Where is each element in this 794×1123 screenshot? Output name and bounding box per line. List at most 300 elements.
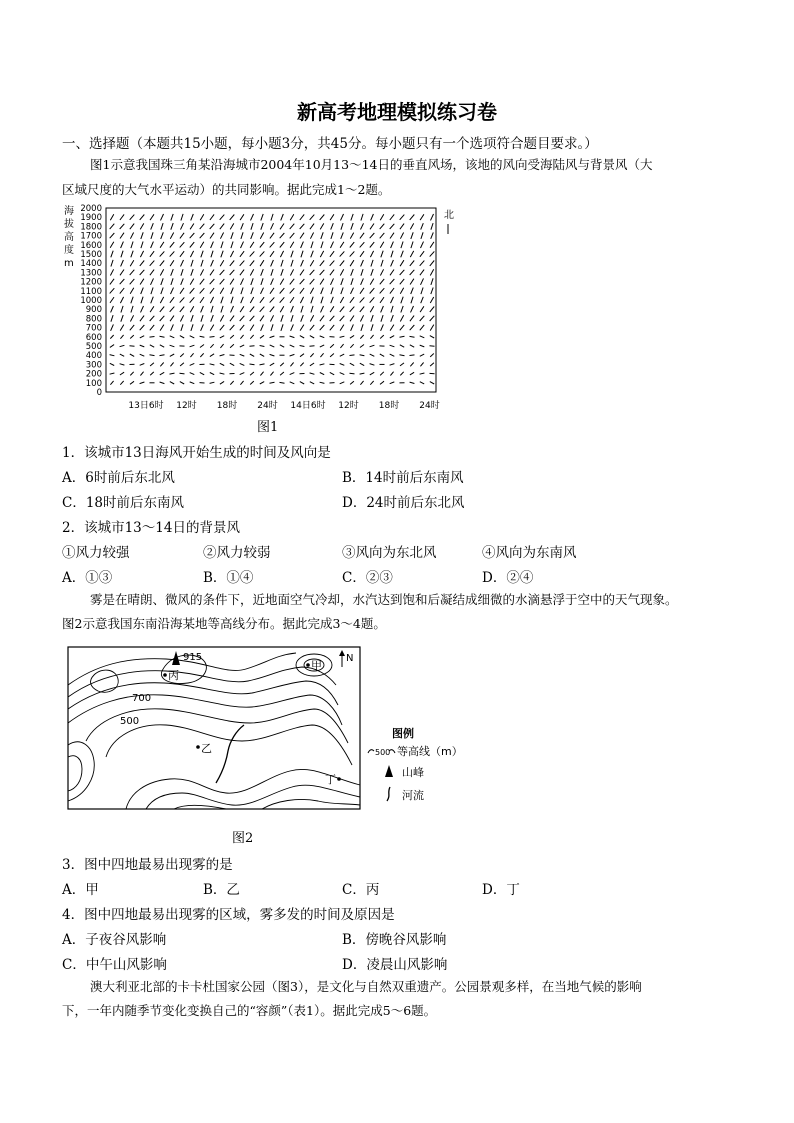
- wind-vector: [151, 223, 154, 229]
- wind-vector: [180, 373, 185, 374]
- wind-vector: [340, 261, 344, 266]
- wind-vector: [170, 373, 175, 374]
- wind-vector: [331, 232, 333, 239]
- wind-vector: [270, 345, 275, 347]
- wind-vector: [340, 307, 344, 312]
- point-yi-dot: [196, 745, 200, 749]
- wind-vector: [270, 382, 275, 383]
- wind-vector: [380, 269, 383, 275]
- wind-vector: [390, 279, 395, 284]
- wind-vector: [250, 242, 254, 248]
- wind-vector: [230, 279, 234, 285]
- wind-vector: [270, 363, 274, 366]
- wind-vector: [270, 315, 273, 321]
- wind-vector: [310, 270, 315, 275]
- wind-vector: [210, 279, 215, 284]
- wind-vector: [430, 316, 435, 321]
- wind-vector: [370, 354, 375, 356]
- wind-vector: [270, 307, 274, 312]
- wind-vector: [241, 232, 243, 239]
- wind-vector: [360, 373, 365, 374]
- wind-vector: [421, 242, 424, 248]
- wind-vector: [390, 354, 395, 356]
- wind-vector: [210, 382, 215, 383]
- wind-vector: [260, 354, 264, 356]
- wind-vector: [170, 233, 173, 239]
- wind-vector: [400, 224, 404, 230]
- wind-vector: [300, 354, 304, 357]
- wind-vector: [391, 242, 394, 248]
- wind-vector: [180, 382, 184, 384]
- wind-vector: [141, 242, 143, 249]
- wind-vector: [250, 297, 253, 303]
- q2-option-c[interactable]: C．②③: [342, 570, 393, 586]
- wind-vector: [330, 354, 334, 357]
- wind-vector: [160, 336, 165, 337]
- wind-vector: [390, 270, 394, 276]
- wind-vector: [361, 324, 363, 331]
- wind-vector: [150, 372, 154, 375]
- q1-option-b[interactable]: B．14时前后东南风: [342, 470, 464, 486]
- wind-vector: [160, 345, 164, 347]
- wind-vector: [391, 315, 394, 322]
- wind-vector: [321, 232, 323, 239]
- wind-vector: [190, 336, 195, 338]
- wind-vector: [251, 223, 253, 230]
- wind-vector: [170, 307, 175, 312]
- y-tick-label: 0: [96, 388, 102, 398]
- wind-vector: [320, 336, 325, 338]
- wind-vector: [250, 372, 254, 375]
- wind-vector: [391, 251, 393, 258]
- wind-vector: [120, 214, 124, 220]
- wind-vector: [290, 354, 295, 356]
- wind-vector: [370, 364, 375, 366]
- wind-vector: [421, 278, 424, 284]
- wind-vector: [390, 382, 395, 384]
- wind-vector: [220, 344, 223, 348]
- wind-vector: [340, 316, 345, 321]
- wind-vector: [430, 336, 434, 338]
- wind-vector: [250, 316, 255, 321]
- wind-vector: [430, 269, 433, 275]
- wind-vector: [410, 325, 415, 330]
- wind-vector: [211, 242, 214, 248]
- wind-vector: [190, 353, 193, 357]
- q3-option-d[interactable]: D．丁: [482, 882, 520, 898]
- wind-vector: [131, 297, 133, 304]
- wind-vector: [110, 335, 113, 339]
- peak-elevation: 915: [183, 652, 203, 663]
- wind-vector: [330, 372, 334, 374]
- wind-vector: [291, 260, 293, 267]
- x-tick-label: 24时: [257, 401, 278, 411]
- wind-vector: [410, 270, 415, 275]
- wind-vector: [201, 251, 203, 258]
- wind-vector: [250, 307, 254, 312]
- wind-vector: [340, 297, 343, 303]
- wind-vector: [290, 224, 295, 229]
- wind-vector: [110, 269, 113, 275]
- wind-vector: [200, 224, 205, 229]
- wind-vector: [170, 345, 175, 347]
- wind-vector: [240, 306, 244, 312]
- wind-vector: [130, 288, 134, 294]
- wind-vector: [181, 214, 183, 221]
- wind-vector: [430, 242, 434, 248]
- q3-option-c[interactable]: C．丙: [342, 882, 380, 898]
- wind-vector: [170, 251, 175, 256]
- q2-option-b[interactable]: B．①④: [203, 570, 254, 586]
- x-tick-label: 18时: [216, 401, 238, 411]
- q2-option-d[interactable]: D．②④: [482, 570, 534, 586]
- wind-vector: [241, 288, 243, 295]
- wind-vector: [361, 214, 363, 221]
- wind-vector: [300, 297, 303, 303]
- wind-vector: [121, 242, 124, 248]
- point-jia-label: 甲: [311, 659, 322, 672]
- wind-vector: [400, 279, 404, 284]
- wind-vector: [220, 279, 225, 284]
- figure-1-caption: 图1: [257, 420, 279, 435]
- q1-option-c[interactable]: C．18时前后东南风: [62, 495, 185, 511]
- wind-vector: [330, 270, 334, 276]
- wind-vector: [170, 297, 174, 303]
- wind-vector: [131, 306, 133, 313]
- north-label: 北: [444, 210, 454, 221]
- point-ding-label: 丁: [325, 773, 336, 786]
- wind-vector: [191, 260, 193, 267]
- wind-vector: [331, 278, 334, 284]
- wind-vector: [220, 270, 225, 275]
- q4-option-d[interactable]: D．凌晨山风影响: [342, 957, 448, 973]
- wind-vector: [320, 325, 325, 330]
- wind-vector: [190, 297, 195, 302]
- q2-statement-2: ②风力较弱: [203, 545, 271, 561]
- wind-vector: [260, 372, 263, 376]
- wind-vector: [180, 315, 183, 321]
- wind-vector: [280, 288, 285, 293]
- wind-vector: [310, 315, 313, 321]
- wind-vector: [110, 355, 115, 356]
- legend-peak-label: 山峰: [402, 766, 424, 779]
- wind-vector: [400, 355, 405, 356]
- wind-vector: [210, 337, 215, 338]
- wind-vector: [181, 278, 184, 284]
- wind-vector: [210, 297, 213, 303]
- wind-vector: [431, 232, 434, 238]
- x-tick-label: 14日6时: [290, 401, 326, 411]
- wind-vector: [320, 215, 325, 220]
- wind-vector: [120, 279, 125, 284]
- wind-vector: [211, 306, 213, 313]
- wind-vector: [110, 297, 114, 303]
- wind-vector: [131, 251, 133, 258]
- wind-vector: [380, 297, 384, 303]
- wind-vector: [351, 214, 353, 221]
- q1-option-a[interactable]: A．6时前后东北风: [62, 470, 175, 486]
- wind-vector: [320, 373, 324, 375]
- wind-vector: [260, 316, 264, 322]
- wind-vector: [260, 364, 265, 365]
- wind-vector: [340, 325, 344, 331]
- q3-option-b[interactable]: B．乙: [203, 882, 240, 898]
- wind-vector: [390, 364, 395, 366]
- wind-vector: [290, 373, 295, 375]
- wind-vector: [240, 345, 244, 347]
- wind-vector: [231, 242, 233, 249]
- wind-vector: [411, 232, 413, 239]
- wind-vector: [240, 354, 245, 356]
- wind-vector: [130, 325, 134, 330]
- y-tick-label: 500: [85, 342, 102, 352]
- wind-vector: [130, 224, 134, 230]
- wind-vector: [280, 279, 284, 285]
- wind-vector: [431, 288, 433, 295]
- wind-vector: [251, 288, 253, 295]
- wind-vector: [360, 288, 364, 294]
- wind-vector: [121, 315, 123, 322]
- q4-option-c[interactable]: C．中午山风影响: [62, 957, 167, 973]
- wind-vector: [410, 279, 414, 285]
- wind-vector: [110, 214, 114, 220]
- wind-vector: [310, 382, 314, 384]
- wind-vector: [121, 260, 124, 266]
- wind-vector: [211, 260, 214, 266]
- wind-vector: [421, 297, 424, 303]
- y-tick-label: 1300: [80, 268, 102, 279]
- legend-contour-icon: [368, 750, 374, 753]
- wind-vector: [320, 353, 323, 357]
- wind-vector: [271, 324, 273, 331]
- figure-1-wind-field: [60, 202, 460, 414]
- wind-vector: [171, 288, 174, 294]
- wind-vector: [150, 355, 155, 356]
- wind-vector: [290, 288, 295, 293]
- wind-vector: [360, 363, 364, 365]
- wind-vector: [321, 297, 323, 304]
- wind-vector: [200, 297, 204, 303]
- wind-vector: [331, 223, 334, 229]
- wind-vector: [260, 242, 264, 247]
- wind-vector: [381, 306, 384, 312]
- wind-vector: [401, 297, 403, 304]
- wind-vector: [310, 288, 313, 294]
- wind-vector: [401, 251, 404, 258]
- wind-vector: [171, 223, 173, 230]
- wind-vector: [360, 233, 364, 239]
- wind-vector: [420, 261, 425, 266]
- wind-vector: [220, 325, 224, 330]
- wind-vector: [141, 297, 143, 304]
- wind-vector: [320, 251, 323, 257]
- wind-vector: [210, 364, 215, 365]
- wind-vector: [290, 363, 293, 367]
- q4-option-b[interactable]: B．傍晚谷风影响: [342, 932, 447, 948]
- q1-option-d[interactable]: D．24时前后东北风: [342, 495, 465, 511]
- wind-vector: [260, 251, 265, 256]
- wind-vector: [300, 336, 304, 338]
- wind-vector: [280, 251, 283, 257]
- wind-vector: [140, 345, 145, 347]
- wind-vector: [250, 364, 255, 365]
- wind-vector: [360, 355, 365, 356]
- wind-vector: [201, 306, 204, 312]
- wind-vector: [170, 382, 174, 384]
- wind-vector: [410, 355, 415, 356]
- wind-vector: [370, 233, 375, 238]
- wind-vector: [290, 214, 294, 220]
- wind-vector: [190, 233, 195, 238]
- wind-vector: [430, 325, 434, 331]
- wind-vector: [351, 269, 354, 276]
- wind-vector: [271, 260, 274, 266]
- wind-vector: [210, 288, 214, 294]
- wind-vector: [291, 251, 293, 258]
- wind-vector: [280, 382, 285, 383]
- wind-vector: [340, 251, 345, 256]
- wind-vector: [340, 242, 344, 248]
- wind-vector: [151, 278, 154, 284]
- wind-vector: [351, 278, 353, 285]
- wind-vector: [280, 372, 284, 375]
- wind-vector: [220, 215, 225, 220]
- wind-vector: [350, 251, 355, 256]
- y-tick-label: 1200: [80, 277, 102, 288]
- y-axis-label-char: 度: [64, 245, 74, 256]
- wind-vector: [221, 306, 223, 313]
- section-heading: 一、选择题（本题共15小题，每小题3分，共45分。每小题只有一个选项符合题目要求。）: [62, 136, 598, 152]
- wind-vector: [190, 363, 195, 365]
- wind-vector: [270, 336, 275, 338]
- wind-vector: [130, 315, 133, 321]
- wind-vector: [160, 297, 163, 303]
- wind-vector: [250, 354, 254, 356]
- wind-vector: [421, 223, 424, 229]
- point-yi-label: 乙: [201, 742, 212, 755]
- wind-vector: [340, 382, 345, 384]
- wind-vector: [370, 242, 374, 247]
- wind-vector: [380, 279, 384, 284]
- point-ding-dot: [337, 777, 341, 781]
- wind-vector: [350, 297, 354, 303]
- legend-river-icon: [387, 787, 390, 801]
- wind-vector: [270, 297, 275, 302]
- wind-vector: [220, 233, 223, 239]
- wind-vector: [360, 315, 363, 321]
- wind-vector: [210, 214, 214, 220]
- x-tick-label: 12时: [176, 401, 197, 411]
- wind-vector: [200, 345, 204, 348]
- wind-vector: [360, 381, 363, 385]
- wind-vector: [340, 373, 345, 375]
- q1-stem: 1．该城市13日海风开始生成的时间及风向是: [62, 445, 331, 461]
- wind-vector: [321, 242, 323, 249]
- wind-vector: [370, 279, 374, 285]
- q2-option-a[interactable]: A．①③: [62, 570, 113, 586]
- point-jia-dot: [306, 663, 310, 667]
- wind-vector: [110, 373, 115, 374]
- wind-vector: [430, 307, 434, 312]
- wind-vector: [370, 381, 373, 385]
- wind-vector: [141, 288, 144, 294]
- wind-vector: [120, 364, 125, 365]
- wind-vector: [221, 297, 223, 304]
- wind-vector: [151, 242, 154, 248]
- wind-vector: [150, 363, 154, 366]
- wind-vector: [420, 270, 424, 276]
- wind-vector: [280, 306, 284, 312]
- wind-vector: [270, 288, 274, 294]
- wind-vector: [201, 315, 203, 322]
- wind-vector: [310, 336, 314, 338]
- wind-vector: [390, 325, 394, 331]
- legend-river-label: 河流: [402, 789, 424, 802]
- y-tick-label: 800: [85, 314, 102, 325]
- wind-vector: [231, 288, 234, 294]
- wind-vector: [180, 251, 184, 257]
- wind-vector: [240, 373, 245, 375]
- wind-vector: [241, 297, 244, 303]
- wind-vector: [140, 279, 144, 285]
- intro-2-line-2: 图2示意我国东南沿海某地等高线分布。据此完成3～4题。: [62, 616, 386, 631]
- wind-vector: [240, 381, 243, 385]
- q3-option-a[interactable]: A．甲: [62, 882, 99, 898]
- wind-vector: [350, 260, 354, 266]
- wind-vector: [340, 269, 343, 275]
- q4-stem: 4．图中四地最易出现雾的区域，雾多发的时间及原因是: [62, 907, 395, 923]
- wind-vector: [351, 223, 353, 230]
- y-tick-label: 1900: [80, 213, 102, 224]
- wind-vector: [270, 372, 273, 376]
- wind-vector: [350, 355, 355, 356]
- wind-vector: [151, 232, 153, 239]
- wind-vector: [310, 224, 314, 230]
- wind-vector: [310, 353, 313, 357]
- wind-vector: [371, 260, 373, 267]
- wind-vector: [410, 261, 414, 266]
- wind-vector: [330, 261, 335, 266]
- wind-vector: [181, 260, 184, 266]
- wind-vector: [120, 297, 123, 303]
- wind-vector: [230, 325, 235, 330]
- wind-vector: [310, 233, 313, 239]
- wind-vector: [180, 363, 184, 366]
- wind-vector: [240, 270, 244, 276]
- wind-vector: [251, 214, 254, 220]
- wind-vector: [210, 373, 214, 375]
- wind-vector: [120, 224, 125, 229]
- y-tick-label: 100: [85, 378, 102, 389]
- q4-option-a[interactable]: A．子夜谷风影响: [62, 932, 167, 948]
- wind-vector: [320, 261, 324, 266]
- wind-vector: [400, 288, 403, 294]
- wind-vector: [111, 324, 114, 330]
- y-tick-label: 2000: [80, 204, 102, 214]
- wind-vector: [180, 288, 184, 294]
- point-bing-dot: [163, 673, 167, 677]
- wind-vector: [111, 251, 113, 258]
- wind-vector: [220, 224, 224, 230]
- wind-vector: [281, 214, 284, 220]
- wind-vector: [421, 288, 423, 295]
- wind-vector: [160, 307, 164, 312]
- wind-vector: [330, 251, 334, 257]
- wind-vector: [170, 260, 174, 266]
- wind-vector: [250, 335, 253, 339]
- wind-vector: [231, 297, 233, 304]
- wind-vector: [180, 307, 184, 312]
